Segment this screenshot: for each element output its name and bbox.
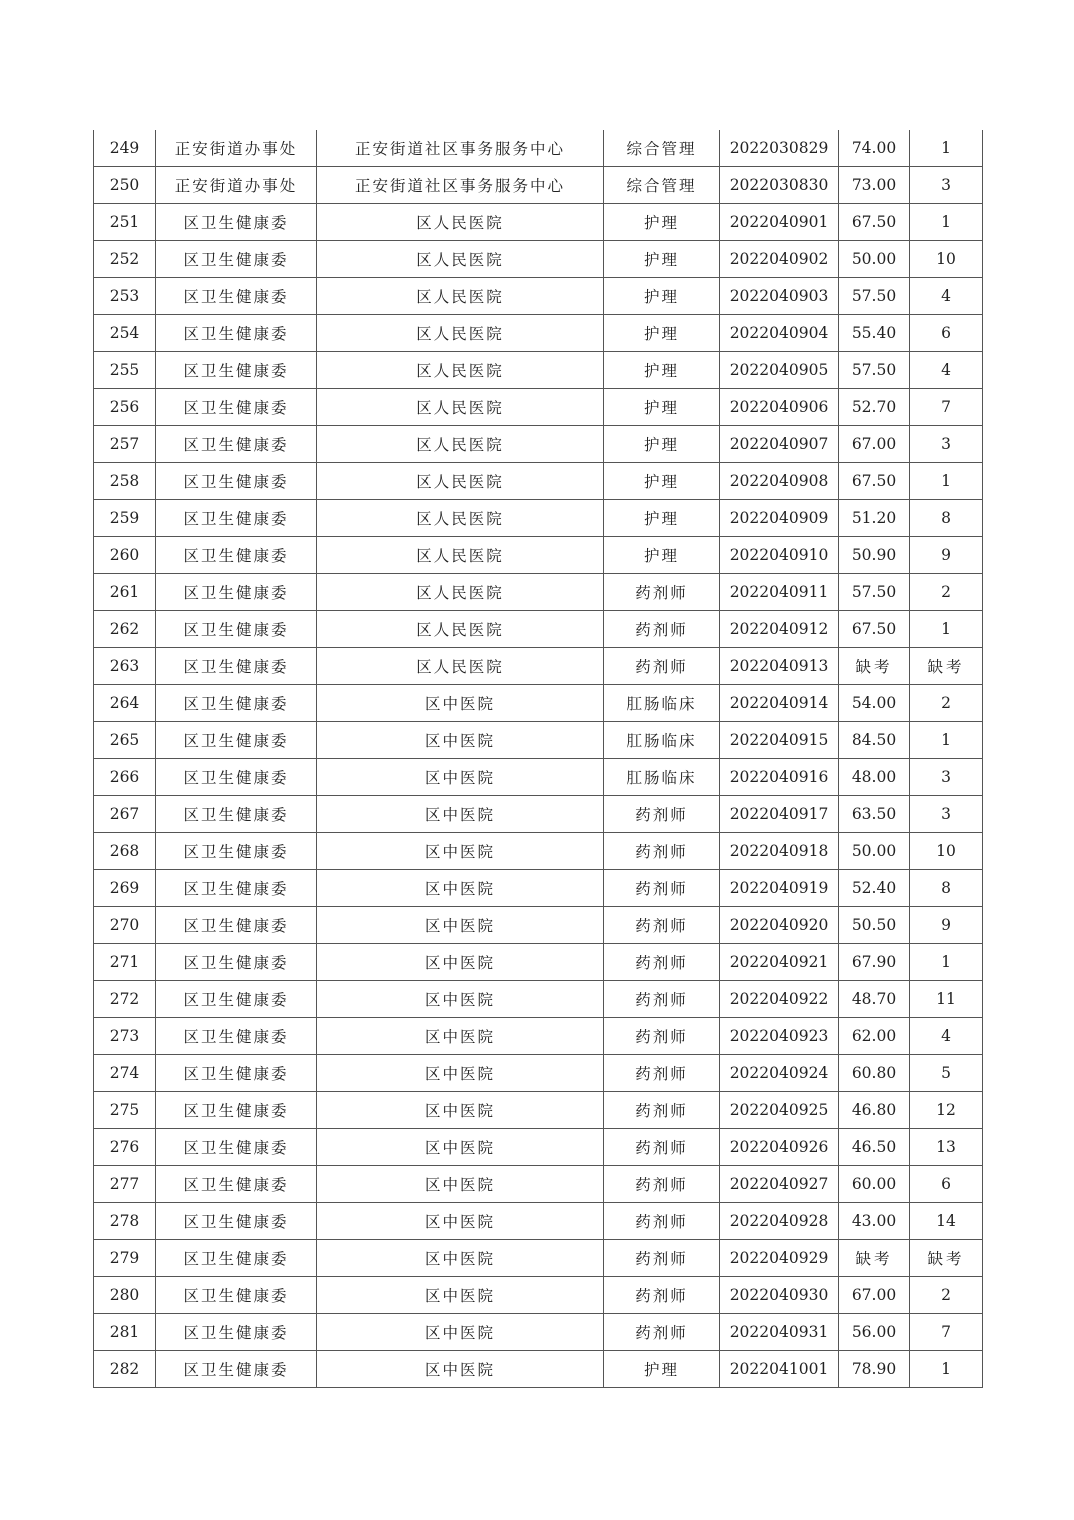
- row-number-cell: 260: [94, 537, 156, 574]
- score-cell: 67.50: [839, 611, 910, 648]
- exam-id-cell: 2022040903: [720, 278, 839, 315]
- position-cell: 药剂师: [604, 833, 720, 870]
- department-cell: 区卫生健康委: [156, 833, 317, 870]
- unit-cell: 区中医院: [317, 944, 604, 981]
- row-number-cell: 276: [94, 1129, 156, 1166]
- unit-cell: 区人民医院: [317, 315, 604, 352]
- rank-cell: 8: [910, 500, 983, 537]
- score-cell: 50.50: [839, 907, 910, 944]
- rank-cell: 7: [910, 389, 983, 426]
- rank-cell: 1: [910, 611, 983, 648]
- score-cell: 73.00: [839, 167, 910, 204]
- table-row: [94, 1092, 983, 1129]
- table-row: [94, 611, 983, 648]
- score-cell: 50.90: [839, 537, 910, 574]
- row-number-cell: 267: [94, 796, 156, 833]
- unit-cell: 区中医院: [317, 1055, 604, 1092]
- department-cell: 区卫生健康委: [156, 1240, 317, 1277]
- unit-cell: 区中医院: [317, 870, 604, 907]
- score-cell: 67.90: [839, 944, 910, 981]
- table-row: [94, 648, 983, 685]
- row-number-cell: 256: [94, 389, 156, 426]
- table-row: [94, 981, 983, 1018]
- row-number-cell: 266: [94, 759, 156, 796]
- position-cell: 护理: [604, 1351, 720, 1388]
- rank-cell: 3: [910, 796, 983, 833]
- table-row: [94, 722, 983, 759]
- unit-cell: 区中医院: [317, 722, 604, 759]
- position-cell: 综合管理: [604, 167, 720, 204]
- score-cell: 57.50: [839, 278, 910, 315]
- row-number-cell: 259: [94, 500, 156, 537]
- exam-id-cell: 2022040908: [720, 463, 839, 500]
- row-number-cell: 272: [94, 981, 156, 1018]
- exam-id-cell: 2022040909: [720, 500, 839, 537]
- exam-id-cell: 2022040906: [720, 389, 839, 426]
- position-cell: 肛肠临床: [604, 759, 720, 796]
- rank-cell: 13: [910, 1129, 983, 1166]
- position-cell: 药剂师: [604, 574, 720, 611]
- department-cell: 区卫生健康委: [156, 907, 317, 944]
- table-row: [94, 1018, 983, 1055]
- score-cell: 67.00: [839, 1277, 910, 1314]
- row-number-cell: 275: [94, 1092, 156, 1129]
- rank-cell: 2: [910, 574, 983, 611]
- exam-id-cell: 2022040922: [720, 981, 839, 1018]
- rank-cell: 4: [910, 278, 983, 315]
- score-cell: 50.00: [839, 833, 910, 870]
- row-number-cell: 263: [94, 648, 156, 685]
- table-row: [94, 389, 983, 426]
- department-cell: 区卫生健康委: [156, 278, 317, 315]
- table-row: [94, 167, 983, 204]
- department-cell: 正安街道办事处: [156, 130, 317, 167]
- row-number-cell: 257: [94, 426, 156, 463]
- rank-cell: 8: [910, 870, 983, 907]
- unit-cell: 区人民医院: [317, 389, 604, 426]
- score-cell: 67.50: [839, 463, 910, 500]
- position-cell: 护理: [604, 278, 720, 315]
- department-cell: 区卫生健康委: [156, 1055, 317, 1092]
- exam-id-cell: 2022040910: [720, 537, 839, 574]
- row-number-cell: 254: [94, 315, 156, 352]
- score-cell: 51.20: [839, 500, 910, 537]
- department-cell: 区卫生健康委: [156, 1129, 317, 1166]
- score-cell: 46.50: [839, 1129, 910, 1166]
- position-cell: 药剂师: [604, 944, 720, 981]
- position-cell: 药剂师: [604, 1277, 720, 1314]
- department-cell: 区卫生健康委: [156, 1018, 317, 1055]
- position-cell: 护理: [604, 463, 720, 500]
- row-number-cell: 253: [94, 278, 156, 315]
- rank-cell: 1: [910, 1351, 983, 1388]
- score-cell: 57.50: [839, 352, 910, 389]
- exam-id-cell: 2022040912: [720, 611, 839, 648]
- department-cell: 区卫生健康委: [156, 759, 317, 796]
- position-cell: 药剂师: [604, 1203, 720, 1240]
- position-cell: 药剂师: [604, 1166, 720, 1203]
- exam-id-cell: 2022040913: [720, 648, 839, 685]
- score-cell: 62.00: [839, 1018, 910, 1055]
- rank-cell: 2: [910, 685, 983, 722]
- rank-cell: 1: [910, 463, 983, 500]
- rank-cell: 6: [910, 1166, 983, 1203]
- exam-id-cell: 2022030830: [720, 167, 839, 204]
- table-row: [94, 463, 983, 500]
- table-row: [94, 241, 983, 278]
- exam-id-cell: 2022040931: [720, 1314, 839, 1351]
- score-cell: 57.50: [839, 574, 910, 611]
- table-row: [94, 1351, 983, 1388]
- position-cell: 护理: [604, 315, 720, 352]
- table-row: [94, 1166, 983, 1203]
- rank-cell: 3: [910, 167, 983, 204]
- position-cell: 药剂师: [604, 1314, 720, 1351]
- department-cell: 区卫生健康委: [156, 500, 317, 537]
- unit-cell: 区中医院: [317, 1166, 604, 1203]
- row-number-cell: 277: [94, 1166, 156, 1203]
- position-cell: 药剂师: [604, 907, 720, 944]
- table-row: [94, 870, 983, 907]
- row-number-cell: 269: [94, 870, 156, 907]
- exam-id-cell: 2022040902: [720, 241, 839, 278]
- row-number-cell: 252: [94, 241, 156, 278]
- position-cell: 护理: [604, 500, 720, 537]
- unit-cell: 区中医院: [317, 1092, 604, 1129]
- score-cell: 78.90: [839, 1351, 910, 1388]
- row-number-cell: 265: [94, 722, 156, 759]
- exam-id-cell: 2022040925: [720, 1092, 839, 1129]
- score-cell: 55.40: [839, 315, 910, 352]
- rank-cell: 10: [910, 833, 983, 870]
- department-cell: 区卫生健康委: [156, 241, 317, 278]
- unit-cell: 区人民医院: [317, 241, 604, 278]
- exam-id-cell: 2022040927: [720, 1166, 839, 1203]
- results-table: [93, 130, 983, 1388]
- score-cell: 52.70: [839, 389, 910, 426]
- exam-id-cell: 2022040919: [720, 870, 839, 907]
- table-row: [94, 278, 983, 315]
- score-cell: 67.50: [839, 204, 910, 241]
- rank-cell: 11: [910, 981, 983, 1018]
- table-row: [94, 204, 983, 241]
- rank-cell: 3: [910, 759, 983, 796]
- table-row: [94, 833, 983, 870]
- table-row: [94, 1203, 983, 1240]
- unit-cell: 区人民医院: [317, 352, 604, 389]
- position-cell: 护理: [604, 426, 720, 463]
- exam-id-cell: 2022040914: [720, 685, 839, 722]
- table-row: [94, 907, 983, 944]
- row-number-cell: 274: [94, 1055, 156, 1092]
- rank-cell: 14: [910, 1203, 983, 1240]
- position-cell: 护理: [604, 241, 720, 278]
- rank-cell: 缺考: [910, 1240, 983, 1277]
- position-cell: 药剂师: [604, 648, 720, 685]
- unit-cell: 区中医院: [317, 1129, 604, 1166]
- unit-cell: 区人民医院: [317, 463, 604, 500]
- unit-cell: 区中医院: [317, 1277, 604, 1314]
- exam-id-cell: 2022040911: [720, 574, 839, 611]
- exam-id-cell: 2022041001: [720, 1351, 839, 1388]
- row-number-cell: 279: [94, 1240, 156, 1277]
- department-cell: 区卫生健康委: [156, 1314, 317, 1351]
- table-row: [94, 130, 983, 167]
- unit-cell: 区中医院: [317, 685, 604, 722]
- row-number-cell: 270: [94, 907, 156, 944]
- department-cell: 区卫生健康委: [156, 722, 317, 759]
- exam-id-cell: 2022040904: [720, 315, 839, 352]
- position-cell: 护理: [604, 204, 720, 241]
- row-number-cell: 280: [94, 1277, 156, 1314]
- row-number-cell: 271: [94, 944, 156, 981]
- department-cell: 区卫生健康委: [156, 1351, 317, 1388]
- rank-cell: 1: [910, 722, 983, 759]
- row-number-cell: 281: [94, 1314, 156, 1351]
- department-cell: 区卫生健康委: [156, 1277, 317, 1314]
- position-cell: 药剂师: [604, 1092, 720, 1129]
- score-cell: 63.50: [839, 796, 910, 833]
- unit-cell: 区中医院: [317, 1314, 604, 1351]
- rank-cell: 6: [910, 315, 983, 352]
- unit-cell: 区中医院: [317, 1351, 604, 1388]
- table-row: [94, 574, 983, 611]
- exam-id-cell: 2022040921: [720, 944, 839, 981]
- position-cell: 药剂师: [604, 1018, 720, 1055]
- table-row: [94, 537, 983, 574]
- position-cell: 药剂师: [604, 981, 720, 1018]
- unit-cell: 区人民医院: [317, 500, 604, 537]
- rank-cell: 10: [910, 241, 983, 278]
- unit-cell: 区中医院: [317, 1203, 604, 1240]
- row-number-cell: 249: [94, 130, 156, 167]
- rank-cell: 4: [910, 352, 983, 389]
- exam-id-cell: 2022040923: [720, 1018, 839, 1055]
- unit-cell: 正安街道社区事务服务中心: [317, 167, 604, 204]
- rank-cell: 9: [910, 907, 983, 944]
- unit-cell: 区人民医院: [317, 204, 604, 241]
- table-row: [94, 500, 983, 537]
- department-cell: 区卫生健康委: [156, 574, 317, 611]
- exam-id-cell: 2022040924: [720, 1055, 839, 1092]
- row-number-cell: 264: [94, 685, 156, 722]
- score-cell: 缺考: [839, 648, 910, 685]
- position-cell: 肛肠临床: [604, 685, 720, 722]
- row-number-cell: 250: [94, 167, 156, 204]
- table-row: [94, 1055, 983, 1092]
- row-number-cell: 261: [94, 574, 156, 611]
- table-row: [94, 315, 983, 352]
- department-cell: 区卫生健康委: [156, 463, 317, 500]
- score-cell: 60.80: [839, 1055, 910, 1092]
- department-cell: 区卫生健康委: [156, 315, 317, 352]
- department-cell: 区卫生健康委: [156, 685, 317, 722]
- score-cell: 缺考: [839, 1240, 910, 1277]
- score-cell: 46.80: [839, 1092, 910, 1129]
- score-cell: 84.50: [839, 722, 910, 759]
- score-cell: 54.00: [839, 685, 910, 722]
- rank-cell: 12: [910, 1092, 983, 1129]
- unit-cell: 区中医院: [317, 907, 604, 944]
- table-row: [94, 1277, 983, 1314]
- table-row: [94, 685, 983, 722]
- rank-cell: 2: [910, 1277, 983, 1314]
- exam-id-cell: 2022040916: [720, 759, 839, 796]
- table-row: [94, 1129, 983, 1166]
- department-cell: 正安街道办事处: [156, 167, 317, 204]
- score-cell: 50.00: [839, 241, 910, 278]
- department-cell: 区卫生健康委: [156, 537, 317, 574]
- department-cell: 区卫生健康委: [156, 648, 317, 685]
- unit-cell: 区中医院: [317, 796, 604, 833]
- exam-id-cell: 2022030829: [720, 130, 839, 167]
- score-cell: 74.00: [839, 130, 910, 167]
- position-cell: 药剂师: [604, 796, 720, 833]
- rank-cell: 1: [910, 204, 983, 241]
- table-row: [94, 796, 983, 833]
- table-row: [94, 352, 983, 389]
- position-cell: 药剂师: [604, 1240, 720, 1277]
- exam-id-cell: 2022040930: [720, 1277, 839, 1314]
- unit-cell: 区中医院: [317, 833, 604, 870]
- row-number-cell: 278: [94, 1203, 156, 1240]
- department-cell: 区卫生健康委: [156, 870, 317, 907]
- table-row: [94, 759, 983, 796]
- unit-cell: 区人民医院: [317, 426, 604, 463]
- rank-cell: 7: [910, 1314, 983, 1351]
- unit-cell: 区中医院: [317, 981, 604, 1018]
- position-cell: 药剂师: [604, 1055, 720, 1092]
- row-number-cell: 262: [94, 611, 156, 648]
- exam-id-cell: 2022040917: [720, 796, 839, 833]
- department-cell: 区卫生健康委: [156, 944, 317, 981]
- score-cell: 43.00: [839, 1203, 910, 1240]
- row-number-cell: 282: [94, 1351, 156, 1388]
- row-number-cell: 258: [94, 463, 156, 500]
- exam-id-cell: 2022040928: [720, 1203, 839, 1240]
- table-row: [94, 944, 983, 981]
- position-cell: 药剂师: [604, 1129, 720, 1166]
- score-cell: 48.70: [839, 981, 910, 1018]
- row-number-cell: 255: [94, 352, 156, 389]
- exam-id-cell: 2022040905: [720, 352, 839, 389]
- exam-id-cell: 2022040920: [720, 907, 839, 944]
- rank-cell: 3: [910, 426, 983, 463]
- unit-cell: 正安街道社区事务服务中心: [317, 130, 604, 167]
- score-cell: 56.00: [839, 1314, 910, 1351]
- score-cell: 48.00: [839, 759, 910, 796]
- position-cell: 药剂师: [604, 611, 720, 648]
- position-cell: 护理: [604, 352, 720, 389]
- position-cell: 肛肠临床: [604, 722, 720, 759]
- department-cell: 区卫生健康委: [156, 204, 317, 241]
- table-body: [94, 130, 983, 1388]
- score-cell: 52.40: [839, 870, 910, 907]
- position-cell: 药剂师: [604, 870, 720, 907]
- department-cell: 区卫生健康委: [156, 352, 317, 389]
- unit-cell: 区人民医院: [317, 611, 604, 648]
- department-cell: 区卫生健康委: [156, 611, 317, 648]
- unit-cell: 区中医院: [317, 1018, 604, 1055]
- rank-cell: 1: [910, 944, 983, 981]
- rank-cell: 缺考: [910, 648, 983, 685]
- unit-cell: 区人民医院: [317, 278, 604, 315]
- unit-cell: 区中医院: [317, 1240, 604, 1277]
- score-cell: 60.00: [839, 1166, 910, 1203]
- unit-cell: 区人民医院: [317, 574, 604, 611]
- department-cell: 区卫生健康委: [156, 389, 317, 426]
- department-cell: 区卫生健康委: [156, 1203, 317, 1240]
- row-number-cell: 273: [94, 1018, 156, 1055]
- position-cell: 护理: [604, 537, 720, 574]
- department-cell: 区卫生健康委: [156, 1166, 317, 1203]
- rank-cell: 9: [910, 537, 983, 574]
- exam-id-cell: 2022040926: [720, 1129, 839, 1166]
- unit-cell: 区中医院: [317, 759, 604, 796]
- table-row: [94, 426, 983, 463]
- rank-cell: 4: [910, 1018, 983, 1055]
- position-cell: 护理: [604, 389, 720, 426]
- row-number-cell: 268: [94, 833, 156, 870]
- unit-cell: 区人民医院: [317, 648, 604, 685]
- department-cell: 区卫生健康委: [156, 1092, 317, 1129]
- department-cell: 区卫生健康委: [156, 796, 317, 833]
- exam-id-cell: 2022040907: [720, 426, 839, 463]
- rank-cell: 5: [910, 1055, 983, 1092]
- exam-id-cell: 2022040901: [720, 204, 839, 241]
- exam-id-cell: 2022040929: [720, 1240, 839, 1277]
- exam-id-cell: 2022040918: [720, 833, 839, 870]
- unit-cell: 区人民医院: [317, 537, 604, 574]
- row-number-cell: 251: [94, 204, 156, 241]
- department-cell: 区卫生健康委: [156, 981, 317, 1018]
- department-cell: 区卫生健康委: [156, 426, 317, 463]
- exam-id-cell: 2022040915: [720, 722, 839, 759]
- table-row: [94, 1314, 983, 1351]
- table-row: [94, 1240, 983, 1277]
- position-cell: 综合管理: [604, 130, 720, 167]
- score-cell: 67.00: [839, 426, 910, 463]
- rank-cell: 1: [910, 130, 983, 167]
